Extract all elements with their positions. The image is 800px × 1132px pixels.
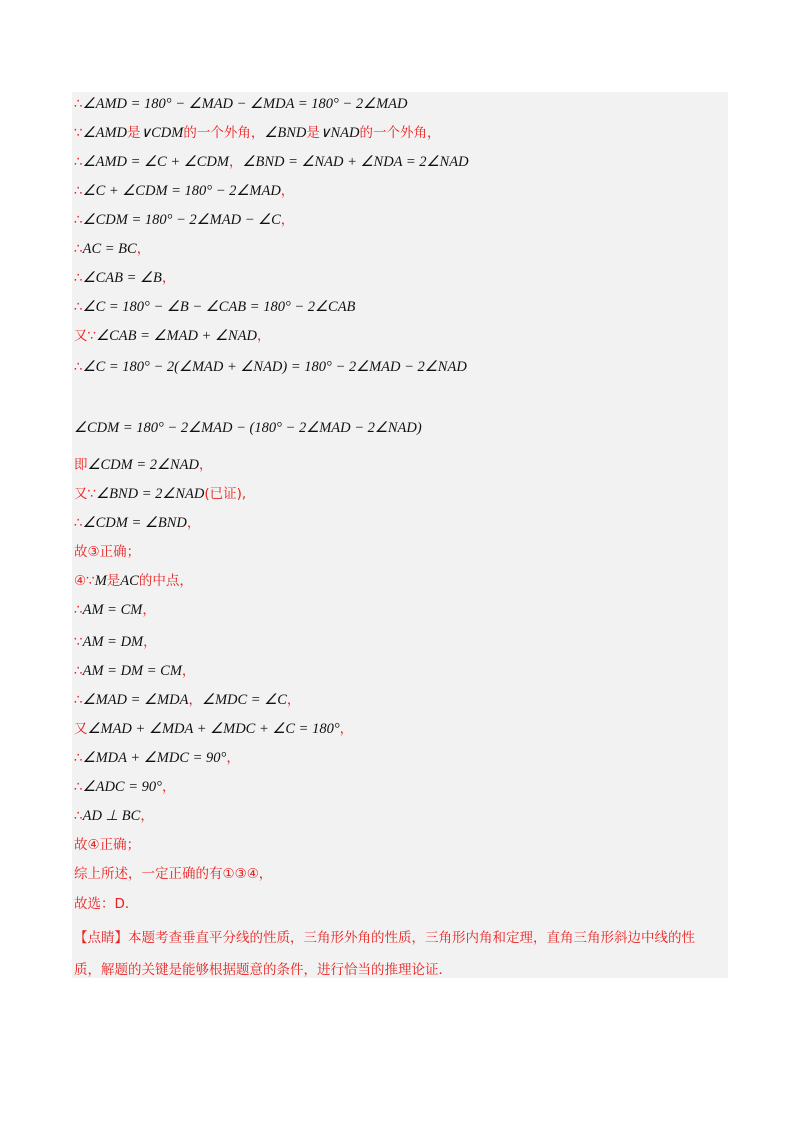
solution-line xyxy=(74,418,422,438)
math-expression: AM = CM xyxy=(82,602,143,618)
line-text: 故③正确； xyxy=(74,544,141,560)
math-expression: ∠CDM = 180° − 2∠MAD − (180° − 2∠MAD − 2∠NAD) xyxy=(74,420,422,436)
line-text: ∴ xyxy=(74,241,83,257)
line-text: 又∵ xyxy=(74,486,97,502)
solution-line xyxy=(74,864,272,884)
solution-line xyxy=(74,326,270,346)
solution-line xyxy=(74,894,138,914)
line-text: ∴ xyxy=(74,779,83,795)
commentary xyxy=(74,922,724,986)
line-text: 故选：D． xyxy=(74,896,139,912)
line-text: ∴ xyxy=(74,270,83,286)
line-text: ∴ xyxy=(74,183,83,199)
math-expression: ∠MAD + ∠MDA + ∠MDC + ∠C = 180° xyxy=(87,721,340,737)
solution-line xyxy=(74,571,193,591)
math-expression: ∠MDA + ∠MDC = 90° xyxy=(82,750,227,766)
line-text: 又 xyxy=(74,721,88,737)
solution-line xyxy=(74,297,355,317)
line-text: ， xyxy=(339,721,354,737)
line-text: 的中点， xyxy=(138,573,193,589)
line-text: ∴ xyxy=(74,96,83,112)
solution-line xyxy=(74,357,467,377)
math-expression: ∠BND = ∠NAD + ∠NDA = 2∠NAD xyxy=(242,154,469,170)
line-text: ， xyxy=(188,692,202,708)
math-expression: AC xyxy=(120,573,139,589)
line-text: ④∵ xyxy=(74,573,95,589)
line-text: 是 xyxy=(306,125,320,141)
math-expression: ∠CAB = ∠MAD + ∠NAD xyxy=(96,328,257,344)
math-expression: AM = DM = CM xyxy=(82,663,182,679)
math-expression: ∠CDM = 180° − 2∠MAD − ∠C xyxy=(82,212,281,228)
solution-line xyxy=(74,690,300,710)
math-expression: ∠C = 180° − ∠B − ∠CAB = 180° − 2∠CAB xyxy=(82,299,356,315)
line-text: 又∵ xyxy=(74,328,97,344)
line-text: ∵ xyxy=(74,634,83,650)
line-text: ∴ xyxy=(74,299,83,315)
line-text: 的一个外角， xyxy=(359,125,441,141)
line-text: ， xyxy=(161,779,176,795)
line-text: 综上所述，一定正确的有①③④， xyxy=(74,866,273,882)
line-text: ∴ xyxy=(74,692,83,708)
line-text: ， xyxy=(143,634,157,650)
solution-line xyxy=(74,600,156,620)
solution-line xyxy=(74,455,213,475)
math-expression: ∠MAD = ∠MDA xyxy=(82,692,189,708)
math-expression: ∠CDM = ∠BND xyxy=(82,515,187,531)
line-text: ， xyxy=(181,663,196,679)
line-text: ， xyxy=(280,212,295,228)
line-text: ， xyxy=(280,183,295,199)
line-text: 故④正确； xyxy=(74,837,141,853)
solution-line xyxy=(74,835,140,855)
line-text: ， xyxy=(186,515,201,531)
line-text: ， xyxy=(142,602,156,618)
solution-line xyxy=(74,513,200,533)
solution-line xyxy=(74,806,154,826)
solution-line xyxy=(74,632,157,652)
math-expression: ∠AMD xyxy=(82,125,127,141)
line-text: 即 xyxy=(74,457,88,473)
line-text: ， xyxy=(286,692,301,708)
solution-line xyxy=(74,152,469,172)
math-expression: ∠CAB = ∠B xyxy=(82,270,162,286)
math-expression: ∠ADC = 90° xyxy=(82,779,162,795)
math-expression: ∠AMD = ∠C + ∠CDM xyxy=(82,154,229,170)
solution-line xyxy=(74,719,353,739)
math-expression: ∠C = 180° − 2(∠MAD + ∠NAD) = 180° − 2∠MAD − 2∠NAD xyxy=(82,359,467,375)
solution-line xyxy=(74,123,440,143)
line-text: ∴ xyxy=(74,212,83,228)
solution-line xyxy=(74,777,175,797)
math-expression: M xyxy=(94,573,107,589)
solution-line xyxy=(74,239,150,259)
math-expression: ∠MDC = ∠C xyxy=(201,692,287,708)
math-expression: ∠CDM = 2∠NAD xyxy=(87,457,200,473)
math-expression: ∨CDM xyxy=(140,125,184,141)
math-expression: ∠BND xyxy=(264,125,307,141)
line-text: 的一个外角， xyxy=(183,125,265,141)
line-text: ∴ xyxy=(74,359,83,375)
solution-line xyxy=(74,484,246,504)
line-text: ∴ xyxy=(74,808,83,824)
solution-line xyxy=(74,181,294,201)
line-text: ， xyxy=(140,808,154,824)
solution-line xyxy=(74,210,294,230)
math-expression: ∠C + ∠CDM = 180° − 2∠MAD xyxy=(82,183,281,199)
line-text: ， xyxy=(228,154,243,170)
line-text: ∴ xyxy=(74,154,83,170)
line-text: 是 xyxy=(127,125,141,141)
line-text: 是 xyxy=(106,573,121,589)
solution-line xyxy=(74,748,240,768)
math-expression: ∠AMD = 180° − ∠MAD − ∠MDA = 180° − 2∠MAD xyxy=(82,96,408,112)
solution-line xyxy=(74,268,175,288)
math-expression: ∠BND = 2∠NAD xyxy=(96,486,205,502)
line-text: ， xyxy=(256,328,271,344)
commentary-line-1: 【点睛】本题考查垂直平分线的性质，三角形外角的性质，三角形内角和定理，直角三角形斜边中线的性 xyxy=(74,930,695,946)
line-text: ， xyxy=(161,270,176,286)
math-expression: AM = DM xyxy=(82,634,144,650)
line-text: ， xyxy=(226,750,240,766)
line-text: ， xyxy=(136,241,151,257)
solution-line xyxy=(74,94,407,114)
commentary-line-2: 质，解题的关键是能够根据题意的条件，进行恰当的推理论证． xyxy=(74,962,452,978)
line-text: ∴ xyxy=(74,750,83,766)
line-text: (已证), xyxy=(204,486,247,502)
math-expression: ∨NAD xyxy=(319,125,360,141)
math-expression: AD ⊥ BC xyxy=(82,808,141,824)
solution-line xyxy=(74,661,195,681)
line-text: ∴ xyxy=(74,602,83,618)
line-text: ∴ xyxy=(74,663,83,679)
line-text: ， xyxy=(199,457,213,473)
math-expression: AC = BC xyxy=(82,241,137,257)
solution-line xyxy=(74,542,140,562)
line-text: ∵ xyxy=(74,125,83,141)
line-text: ∴ xyxy=(74,515,83,531)
